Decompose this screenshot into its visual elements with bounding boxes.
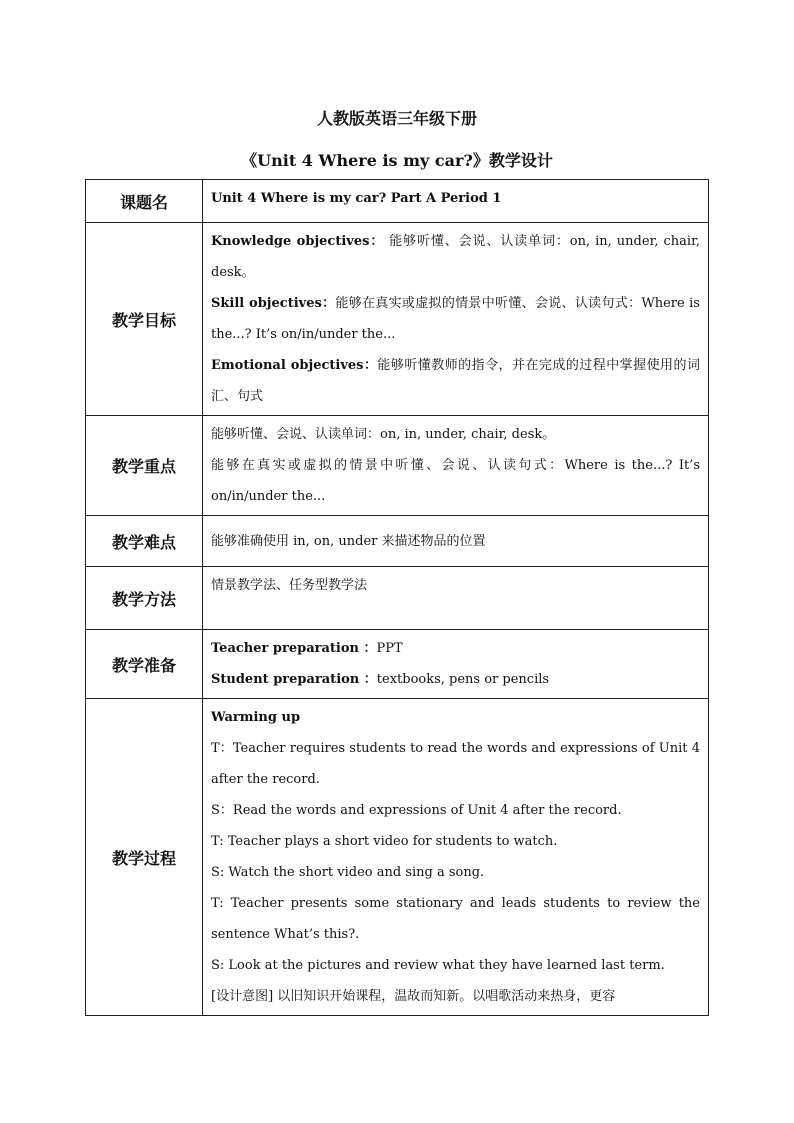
preparation-content xyxy=(203,630,709,699)
teacher-preparation: Teacher preparation ：PPT xyxy=(211,641,403,656)
process-line: S: Look at the pictures and review what they have learned last term. xyxy=(211,958,665,973)
key-point-line: 能够在真实或虚拟的情景中听懂、会说、认读句式：Where is the...? It’s on/in/under the... xyxy=(211,458,700,504)
process-line: [设计意图] 以旧知识开始课程，温故而知新。以唱歌活动来热身，更容 xyxy=(211,989,616,1004)
key-points-content xyxy=(203,416,709,516)
row-label-difficulties: 教学难点 xyxy=(86,516,203,567)
process-line: T: Teacher plays a short video for students to watch. xyxy=(211,834,558,849)
row-label-preparation: 教学准备 xyxy=(86,630,203,699)
table-row-objectives xyxy=(86,223,709,416)
process-content xyxy=(203,699,709,1016)
emotional-objectives: Emotional objectives：能够听懂教师的指令，并在完成的过程中掌握使用的词汇、句式 xyxy=(211,358,700,404)
methods-content: 情景教学法、任务型教学法 xyxy=(203,567,709,630)
difficulties-content: 能够准确使用 in, on, under 来描述物品的位置 xyxy=(203,516,709,567)
table-row-methods xyxy=(86,567,709,630)
document-title: 人教版英语三年级下册 xyxy=(316,109,477,128)
knowledge-objectives: Knowledge objectives： 能够听懂、会说、认读单词：on, in, under, chair, desk。 xyxy=(211,234,700,280)
lesson-plan-table xyxy=(85,179,709,1016)
process-line: S：Read the words and expressions of Unit 4 after the record. xyxy=(211,803,622,818)
process-line: T：Teacher requires students to read the words and expressions of Unit 4 after the record. xyxy=(211,741,700,787)
student-preparation: Student preparation ：textbooks, pens or pencils xyxy=(211,672,550,687)
topic-value: Unit 4 Where is my car? Part A Period 1 xyxy=(203,180,709,223)
row-label-objectives: 教学目标 xyxy=(86,223,203,416)
table-row-process xyxy=(86,699,709,1016)
row-label-methods: 教学方法 xyxy=(86,567,203,630)
table-row-topic xyxy=(86,180,709,223)
table-row-difficulties xyxy=(86,516,709,567)
row-label-topic: 课题名 xyxy=(86,180,203,223)
document-subtitle: 《Unit 4 Where is my car?》教学设计 xyxy=(241,151,553,170)
key-point-line: 能够听懂、会说、认读单词：on, in, under, chair, desk。 xyxy=(211,427,556,442)
row-label-process: 教学过程 xyxy=(86,699,203,1016)
objectives-content xyxy=(203,223,709,416)
skill-objectives: Skill objectives：能够在真实或虚拟的情景中听懂、会说、认读句式：Where is the...? It’s on/in/under the... xyxy=(211,296,700,342)
process-line: T: Teacher presents some stationary and leads students to review the sentence What’s this?. xyxy=(211,896,700,942)
process-line: S: Watch the short video and sing a song. xyxy=(211,865,485,880)
table-row-preparation xyxy=(86,630,709,699)
process-heading: Warming up xyxy=(211,710,301,725)
row-label-key-points: 教学重点 xyxy=(86,416,203,516)
table-row-key-points xyxy=(86,416,709,516)
